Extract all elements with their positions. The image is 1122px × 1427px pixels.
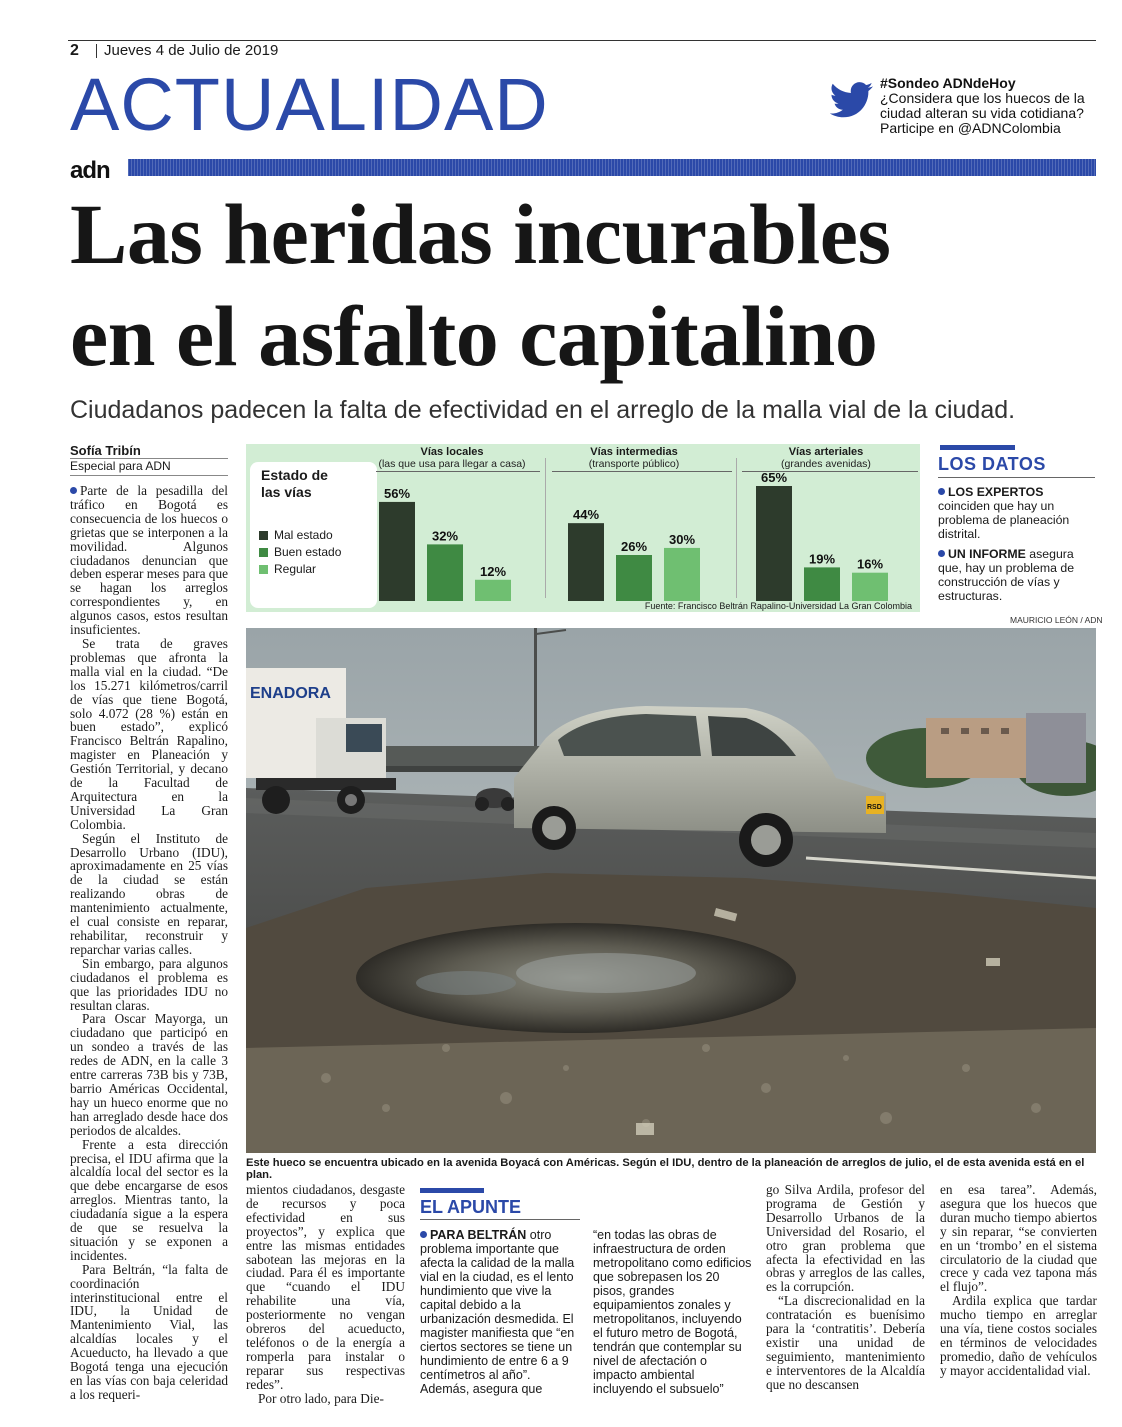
- paragraph: Para Oscar Mayorga, un ciudadano que participó en un sondeo a través de las redes de ADN, en la calle 3 entre carreras 73B bis y 73B, barrio Américas Occidental, hay un hueco enorme que no han arreglado desde hace dos periodos de alcaldes.: [70, 1011, 228, 1138]
- group-subtitle: (grandes avenidas): [781, 458, 871, 470]
- author-name: Sofía Tribín: [70, 443, 141, 458]
- bar-0-2: [475, 580, 511, 601]
- paragraph: Frente a esta dirección precisa, el IDU afirma que la alcaldía local del sector es la que debe encargarse de esos arreglos. Mientras tanto, la ciudadanía sigue a la espera de que se resuelva la situación y se exponen a incidentes.: [70, 1136, 228, 1263]
- datos-item: UN INFORME asegura que, hay un problema de construcción de vías y estructuras.: [938, 547, 1075, 603]
- bar-label-0-1: 32%: [431, 528, 459, 544]
- datos-title: LOS DATOS: [938, 454, 1046, 474]
- chart-source: Fuente: Francisco Beltrán Rapalino-Universidad La Gran Colombia: [644, 601, 912, 611]
- author-role: Especial para ADN: [70, 459, 171, 473]
- article-column-2: [246, 1183, 405, 1406]
- bar-1-1: [616, 555, 652, 601]
- photo-caption: Este hueco se encuentra ubicado en la avenida Boyacá con Américas. Según el IDU, dentro de la planeación de arreglos de julio, el de esta avenida está en el plan.: [246, 1157, 1085, 1181]
- group-title: Vías arteriales: [788, 446, 864, 458]
- paragraph: Parte de la pesadilla del tráfico en Bogotá es consecuencia de los huecos o grietas que se interponen a la movilidad. Algunos ciudadanos denuncian que deben esperar meses para que se hagan los arreglos correspondientes y, en algunos casos, estos resultan insuficientes.: [70, 483, 229, 638]
- headline: Las heridas incurables en el asfalto capitalino: [70, 186, 891, 384]
- apunte-text: “en todas las obras de infraestructura de orden metropolitano como edificios que sobrepasen los 20 pisos, grandes equipamientos zonales y metropolitanos, incluyendo el futuro metro de Bogotá, tendrán que contemplar su nivel de afectación o impacto ambiental incluyendo el subsuelo”: [593, 1228, 752, 1396]
- group-title: Vías intermedias: [590, 446, 678, 458]
- deck-subtitle: Ciudadanos padecen la falta de efectividad en el arreglo de la malla vial de la ciudad.: [70, 396, 1016, 424]
- chart-title: Estado de las vías: [261, 467, 328, 500]
- paragraph: mientos ciudadanos, desgaste de recursos y poca efectividad en sus proyectos”, y explica que entre las mismas entidades sabotean las mejoras en la ciudad. Para él es importante que “cuando el IDU rehabilite una vía, posteriormente no vengan obreros del acueducto, teléfonos o de la energía a romperla para instalar o reparar sus respectivas redes”.: [246, 1182, 405, 1392]
- legend-label: Regular: [274, 562, 317, 576]
- paragraph: Ardila explica que tardar mucho tiempo en arreglar una vía, tiene costos sociales en términos de velocidades promedio, daño de vehículos y mayor accidentalidad vial.: [940, 1293, 1097, 1378]
- article-column-6: [940, 1183, 1097, 1378]
- bar-1-2: [664, 548, 700, 601]
- bar-label-2-2: 16%: [856, 556, 884, 572]
- byline-rule: [70, 475, 228, 476]
- top-rule: [68, 40, 1096, 41]
- legend-label: Buen estado: [274, 545, 342, 559]
- article-column-5: [766, 1183, 925, 1392]
- issue-date: Jueves 4 de Julio de 2019: [104, 42, 279, 59]
- bullet-dot-icon: [420, 1231, 427, 1238]
- apunte-title: EL APUNTE: [420, 1197, 522, 1217]
- group-title: Vías locales: [420, 446, 484, 458]
- bar-label-1-0: 44%: [572, 507, 600, 523]
- paragraph: go Silva Ardila, profesor del programa de Gestión y Desarrollo Urbanos de la Universidad del Rosario, el otro gran problema que afecta la efectividad en las obras y arreglos de las calles, es la corrupción.: [766, 1182, 925, 1295]
- apunte-rule: [420, 1219, 580, 1220]
- bar-2-2: [852, 573, 888, 601]
- apunte-text: PARA BELTRÁN otro problema importante que afecta la calidad de la malla vial en la ciudad, es el lento hundimiento que vive la capital debido a la urbanización desmedida. El magister manifiesta que “en ciertos sectores se tiene un hundimiento de entre 6 a 9 centímetros al año”. Además, asegura que: [420, 1228, 575, 1396]
- bar-label-1-1: 26%: [620, 539, 648, 554]
- adn-logo: adn: [70, 157, 110, 184]
- date-separator: [96, 44, 97, 58]
- bar-label-0-2: 12%: [479, 563, 507, 579]
- group-subtitle: (las que usa para llegar a casa): [378, 458, 526, 470]
- legend-label: Mal estado: [274, 528, 333, 542]
- group-subtitle: (transporte público): [588, 458, 680, 470]
- truck-lettering: ENADORA: [250, 685, 331, 702]
- bullet-dot-icon: [938, 488, 945, 495]
- twitter-bird-icon: [830, 82, 874, 118]
- bar-label-2-1: 19%: [808, 551, 836, 567]
- page-number: 2: [70, 42, 79, 59]
- bullet-dot-icon: [70, 487, 77, 494]
- photo-credit: MAURICIO LEÓN / ADN: [1010, 615, 1103, 625]
- paragraph: Se trata de graves problemas que afronta la malla vial en la ciudad. “De los 15.271 kilómetros/carril de vías que tiene Bogotá, solo 4.072 (28 %) están en buen estado”, explicó Francisco Beltrán Rapalino, magister en Planeación y Gestión Territorial, y decano de la Facultad de Arquitectura en la Universidad La Gran Colombia.: [70, 635, 228, 832]
- pothole-photo: [246, 628, 1096, 1153]
- sondeo-promo: #Sondeo ADNdeHoy ¿Considera que los huecos de la ciudad alteran su vida cotidiana? Participe en @ADNColombia: [880, 75, 1085, 136]
- license-plate: RSD: [867, 804, 882, 811]
- paragraph: Sin embargo, para algunos ciudadanos el problema es que las prioridades IDU no resultan claras.: [70, 955, 228, 1013]
- chart-bars: [246, 444, 920, 612]
- paragraph: “La discrecionalidad en la contratación es buenísimo para la ‘contratitis’. Debería existir una unidad de seguimiento, mantenimiento e interventores de la Alcaldía que no descansen: [766, 1293, 925, 1392]
- paragraph: Para Beltrán, “la falta de coordinación interinstitucional entre el IDU, la Unidad de Mantenimiento Vial, las alcaldías locales y el Acueducto, ha llevado a que Bogotá tenga una ejecución en las vías con baja celeridad a los requeri-: [70, 1261, 228, 1402]
- datos-item: LOS EXPERTOS coinciden que hay un problema de planeación distrital.: [938, 485, 1070, 541]
- datos-accent-bar: [940, 445, 1015, 450]
- article-column-1: [70, 484, 228, 1402]
- bar-2-0: [756, 486, 792, 601]
- brand-bar: [128, 159, 1096, 176]
- paragraph: Según el Instituto de Desarrollo Urbano (IDU), aproximadamente en 25 vías de la ciudad se están realizando obras de mantenimiento actualmente, el cual consiste en reparar, rehabilitar, reconstruir y reparchar varias calles.: [70, 830, 228, 957]
- bar-0-0: [379, 502, 415, 601]
- bar-0-1: [427, 544, 463, 601]
- paragraph: Por otro lado, para Die-: [258, 1390, 384, 1406]
- bar-label-2-0: 65%: [760, 470, 788, 485]
- paragraph: en esa tarea”. Además, asegura que los huecos que duran mucho tiempo abiertos y sin reparar, “se convierten en un ‘trombo’ en el sistema circulatorio de la ciudad que crece y cada vez tapona más el flujo”.: [940, 1182, 1097, 1295]
- bar-label-0-0: 56%: [383, 485, 411, 501]
- bar-2-1: [804, 567, 840, 601]
- section-title: ACTUALIDAD: [70, 63, 549, 146]
- bullet-dot-icon: [938, 550, 945, 557]
- bar-1-0: [568, 523, 604, 601]
- datos-rule: [938, 477, 1095, 478]
- bar-label-1-2: 30%: [668, 531, 696, 547]
- apunte-accent-bar: [420, 1188, 484, 1193]
